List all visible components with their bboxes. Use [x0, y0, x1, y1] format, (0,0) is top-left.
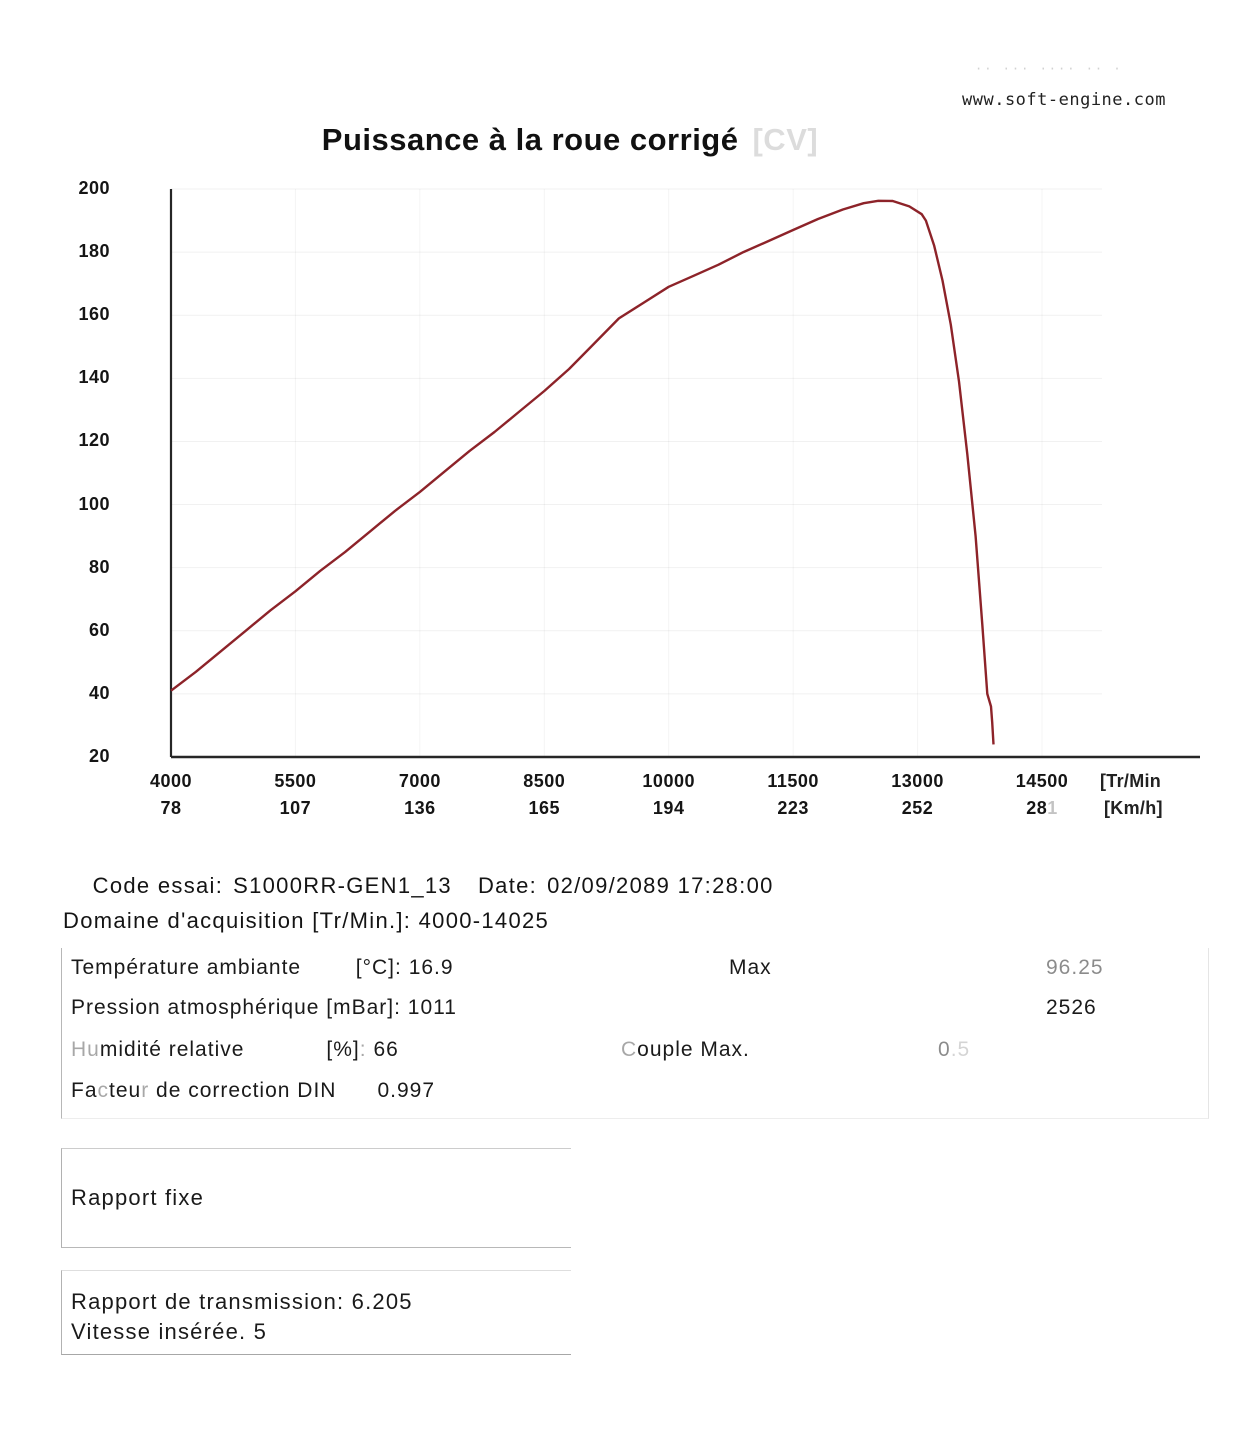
x-tick-rpm: 5500 [274, 771, 317, 791]
acquisition-range-line: Domaine d'acquisition [Tr/Min.]: 4000-14025 [63, 908, 550, 933]
conditions-row [62, 956, 1208, 996]
condition-label-value: Pression atmosphérique [mBar]: 1011 [71, 996, 457, 1019]
y-tick-label: 80 [88, 556, 110, 577]
rapport-fixe-label: Rapport fixe [71, 1185, 205, 1210]
date-value: 02/09/2089 17:28:00 [547, 873, 774, 898]
y-tick-label: 60 [88, 619, 110, 640]
x-tick-kmh: 78 [160, 798, 182, 818]
y-tick-label: 200 [78, 178, 110, 198]
condition-label-value: Température ambiante [°C]: 16.9 [71, 956, 454, 979]
result-value: 0.5 [938, 1038, 971, 1061]
x-tick-rpm: 8500 [523, 771, 566, 791]
rapport-fixe-box [61, 1148, 571, 1248]
faded-header-text: ·· ··· ···· ·· · [975, 62, 1123, 76]
y-tick-label: 40 [88, 682, 110, 703]
conditions-row [62, 1079, 1208, 1119]
condition-label-value: Facteur de correction DIN 0.997 [71, 1079, 436, 1102]
x-tick-kmh: 194 [652, 798, 685, 818]
code-essai-value: S1000RR-GEN1_13 [233, 873, 452, 898]
conditions-table [61, 948, 1209, 1119]
result-label: Couple Max. [621, 1038, 750, 1061]
y-tick-label: 160 [78, 304, 110, 325]
x-tick-rpm: 13000 [891, 771, 944, 791]
conditions-row [62, 1038, 1208, 1078]
chart-title-unit-faded: [CV] [752, 122, 819, 157]
inserted-gear-line: Vitesse insérée. 5 [71, 1319, 268, 1344]
code-essai-label: Code essai: [92, 873, 224, 898]
result-value: 96.25 [1046, 956, 1104, 979]
y-tick-label: 100 [78, 493, 110, 514]
x-tick-kmh: 223 [777, 798, 809, 818]
x-tick-rpm: 14500 [1015, 771, 1069, 791]
power-curve [171, 201, 994, 745]
result-value: 2526 [1046, 996, 1097, 1019]
x-axis-unit-rpm: [Tr/Min [1100, 771, 1162, 791]
result-label: Max [729, 956, 772, 979]
x-tick-kmh: 165 [528, 798, 561, 818]
y-tick-label: 180 [78, 241, 110, 262]
x-tick-kmh: 281 [1026, 798, 1058, 818]
x-tick-rpm: 11500 [767, 771, 819, 791]
y-tick-label: 140 [78, 367, 110, 388]
condition-label-value: Humidité relative [%]: 66 [71, 1038, 399, 1061]
x-tick-kmh: 136 [404, 798, 436, 818]
x-tick-rpm: 4000 [149, 771, 193, 791]
x-axis-unit-kmh: [Km/h] [1104, 798, 1163, 818]
y-tick-label: 120 [78, 430, 110, 451]
transmission-ratio-line: Rapport de transmission: 6.205 [71, 1289, 413, 1314]
website-text: www.soft-engine.com [962, 90, 1166, 110]
y-tick-label: 20 [88, 746, 110, 766]
x-tick-rpm: 7000 [398, 771, 441, 791]
transmission-box [61, 1270, 571, 1355]
chart-title-text: Puissance à la roue corrigé [321, 122, 739, 157]
conditions-row [62, 996, 1208, 1036]
x-tick-kmh: 252 [901, 798, 934, 818]
x-tick-rpm: 10000 [642, 771, 695, 791]
x-tick-kmh: 107 [279, 798, 312, 818]
date-label: Date: [477, 873, 538, 898]
